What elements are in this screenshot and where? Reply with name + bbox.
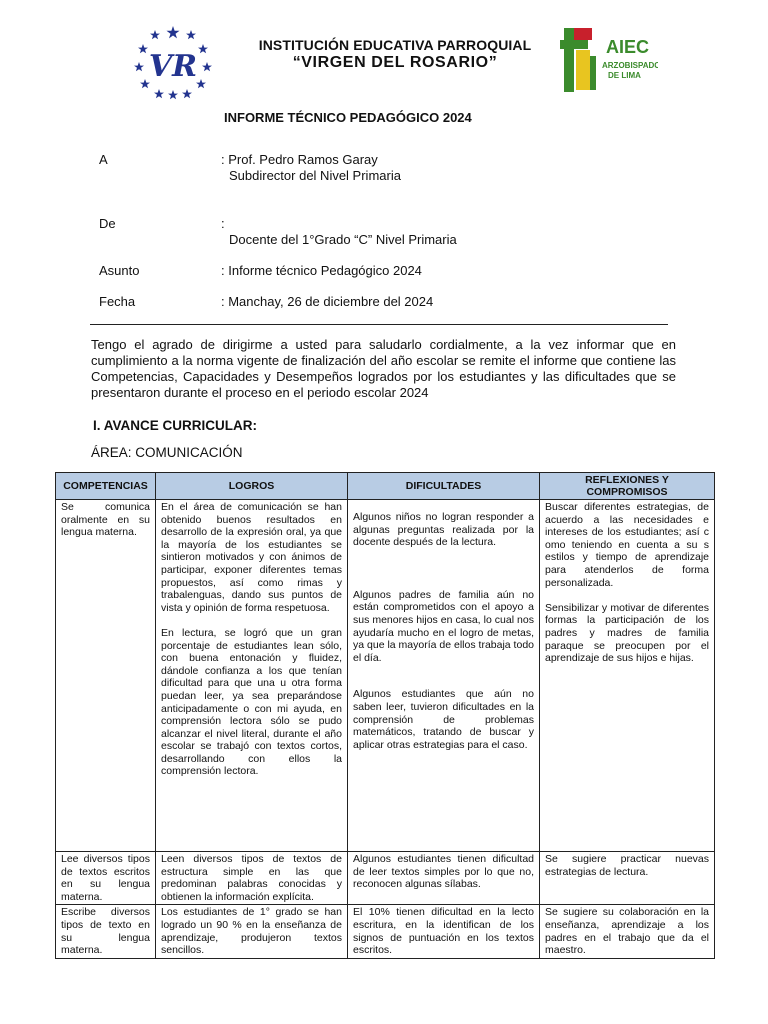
institution-name: INSTITUCIÓN EDUCATIVA PARROQUIAL [258, 37, 532, 53]
row1-dificultades-p2: Algunos padres de familia aún no están comprometidos con el apoyo a sus menores hijos en casa, lo cual nos ayudaría mucho en el logro de metas, ya que la mayoría de ellos trabaja todo el día. [353, 588, 534, 664]
row1-dificultades-p3: Algunos estudiantes que aún no saben leer, tuvieron dificultades en la comprensión de problemas matemáticos, tratando de buscar y aplicar otras estrategias para el caso. [353, 688, 534, 751]
row3-reflexiones: Se sugiere su colaboración en la enseñanza, aprendizaje a los padres en el trabajo que da el maestro. [540, 905, 715, 958]
area-label: ÁREA: COMUNICACIÓN [91, 445, 243, 460]
aiec-logo-sub1: ARZOBISPADO [602, 61, 658, 70]
aiec-logo-sub2: DE LIMA [608, 71, 641, 80]
aiec-logo-text: AIEC [606, 37, 650, 57]
row2-competencia: Lee diversos tipos de textos escritos en su lengua materna. [56, 852, 156, 905]
to-position: Subdirector del Nivel Primaria [229, 168, 401, 183]
row1-dificultades [348, 500, 540, 852]
row1-reflexiones-p1: Buscar diferentes estrategias, de acuerdo a las necesidades e intereses de los estudiantes; así c omo teniendo en cuenta a su s estilos y tiempo de aprendizaje para atenderlos de forma personalizada. [545, 501, 709, 589]
row1-logros [156, 500, 348, 852]
from-colon: : [221, 216, 225, 231]
table-row [56, 852, 715, 905]
row1-dificultades-p1: Algunos niños no logran responder a algunas preguntas realizada por la docente después de la lectura. [353, 511, 534, 549]
institution-subtitle: “VIRGEN DEL ROSARIO” [292, 54, 498, 71]
table-header-row [56, 473, 715, 500]
row2-dificultades: Algunos estudiantes tienen dificultad de leer textos simples por lo que no, reconocen algunas sílabas. [348, 852, 540, 905]
row3-dificultades: El 10% tienen dificultad en la lecto escritura, en la identifican de los signos de puntuación en los textos escritos. [348, 905, 540, 958]
row1-logros-p2: En lectura, se logró que un gran porcentaje de estudiantes lean sólo, con buena entonación y fluidez, dándole confianza a los que tenían dificultad para que una u otra forma puedan leer, ya sea preparándose anticipadamente o con mi ayuda, en comprensión lectora sólo se pudo alcanzar el nivel literal, durante el año escolar se trabajó con textos cortos, desarrollando con ellos la comprensión lectora. [161, 626, 342, 778]
from-value: Docente del 1°Grado “C” Nivel Primaria [229, 232, 457, 247]
header-competencias: COMPETENCIAS [56, 473, 156, 500]
intro-paragraph: Tengo el agrado de dirigirme a usted para saludarlo cordialmente, a la vez informar que en cumplimiento a la norma vigente de finalización del año escolar se remite el informe que contiene las Competencias, Capacidades y Desempeños logrados por los estudiantes y las dificultades que se presentaron durante el proceso en el periodo escolar 2024 [91, 337, 676, 400]
row2-logros: Leen diversos tipos de textos de estructura simple en las que predominan palabras conocidas y obtienen la información explícita. [156, 852, 348, 905]
divider-line [90, 324, 668, 325]
school-logo [128, 24, 218, 100]
date-value: : Manchay, 26 de diciembre del 2024 [221, 294, 434, 309]
curricular-table [55, 472, 715, 959]
row2-reflexiones: Se sugiere practicar nuevas estrategias de lectura. [540, 852, 715, 905]
to-label: A [99, 152, 108, 167]
aiec-logo [558, 26, 658, 96]
header-reflexiones: REFLEXIONES Y COMPROMISOS [540, 473, 715, 500]
from-label: De [99, 216, 116, 231]
date-label: Fecha [99, 294, 136, 309]
row1-reflexiones [540, 500, 715, 852]
table-row [56, 905, 715, 958]
school-logo-monogram: VR [148, 49, 198, 84]
row1-reflexiones-p2: Sensibilizar y motivar de diferentes formas la participación de los padres y madres de familia paraque se preocupen por el aprendizaje de sus hijos e hijas. [545, 601, 709, 665]
to-value: : Prof. Pedro Ramos Garay [221, 152, 378, 167]
subject-value: : Informe técnico Pedagógico 2024 [221, 263, 422, 278]
row1-competencia: Se comunica oralmente en su lengua materna. [56, 500, 156, 852]
document-title: INFORME TÉCNICO PEDAGÓGICO 2024 [224, 110, 472, 125]
row3-competencia: Escribe diversos tipos de texto en su lengua materna. [56, 905, 156, 958]
subject-label: Asunto [99, 263, 140, 278]
header-logros: LOGROS [156, 473, 348, 500]
row3-logros: Los estudiantes de 1° grado se han logrado un 90 % en la enseñanza de aprendizaje, produjeron textos sencillos. [156, 905, 348, 958]
section-heading: I. AVANCE CURRICULAR: [93, 418, 257, 433]
row1-logros-p1: En el área de comunicación se han obtenido buenos resultados en desarrollo de la expresión oral, ya que la mayoría de los estudiantes se sintieron motivados y con ánimos de participar, exponer diferentes temas propuestos, así como rimas y trabalenguas, dando sus puntos de vista y opinión de forma respetuosa. [161, 501, 342, 614]
header-dificultades: DIFICULTADES [348, 473, 540, 500]
table-row [56, 500, 715, 852]
